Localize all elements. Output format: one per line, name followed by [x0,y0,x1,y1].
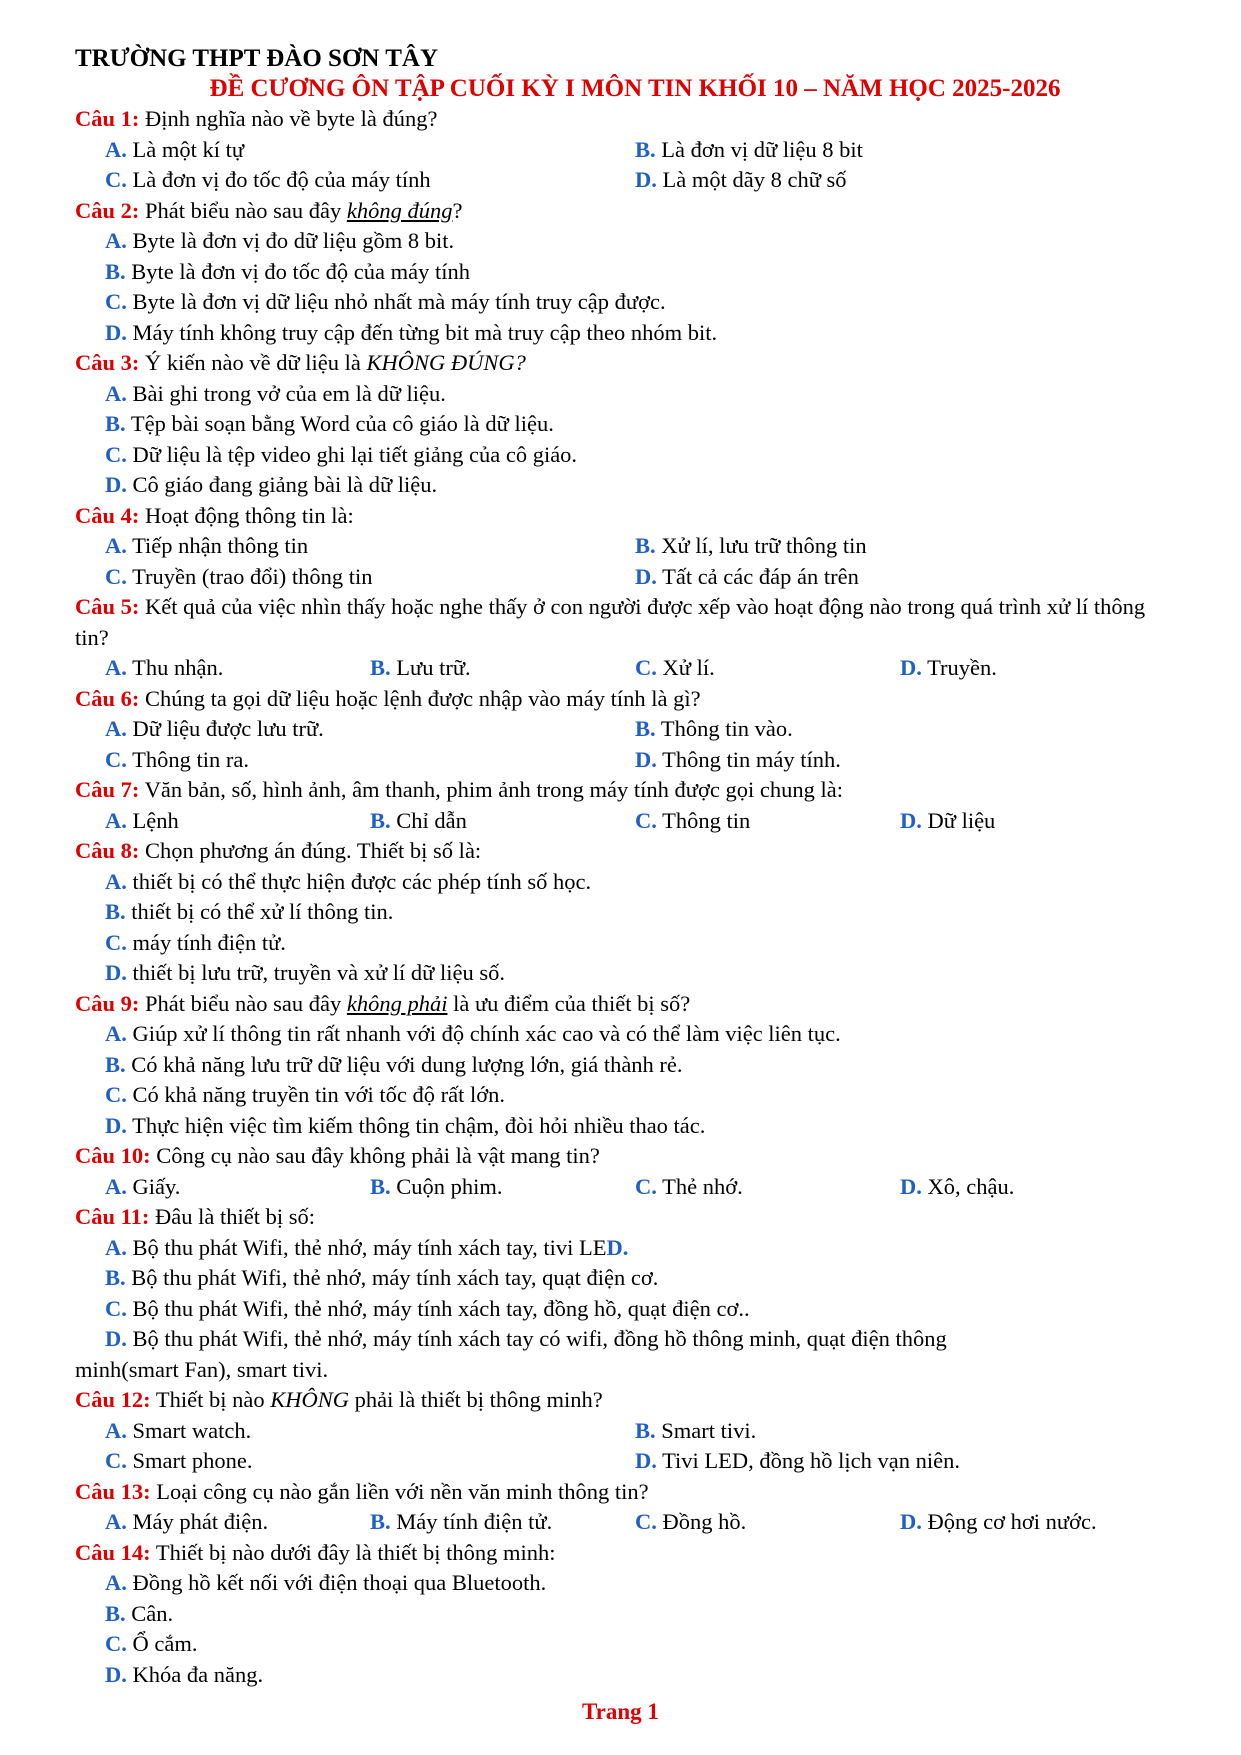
option-c [105,562,635,593]
text-span: A. [105,533,127,558]
text-span: B. [105,1051,126,1077]
options-row [75,165,1165,196]
option-b [635,135,1165,166]
text-span: Thẻ nhớ. [656,1173,743,1199]
text-span: Là đơn vị đo tốc độ của máy tính [126,167,431,192]
text-span: B. [105,411,126,436]
text-span: A. [105,1234,127,1260]
question-13 [75,1477,1165,1508]
options-row [75,653,1165,684]
question-14 [75,1538,1165,1569]
text-span: C. [105,746,127,772]
text-span: B. [105,899,126,924]
text-span: A. [105,1509,127,1534]
text-span: Cô giáo đang giảng bài là dữ liệu. [126,472,438,497]
text-span: thiết bị lưu trữ, truyền và xử lí dữ liệu số. [126,960,505,985]
text-span: B. [635,533,656,558]
text-span: C. [105,289,127,314]
text-span: Cuộn phim. [390,1173,503,1199]
text-span: B. [635,716,656,741]
text-span: Thực hiện việc tìm kiếm thông tin chậm, đòi hỏi nhiều thao tác. [126,1112,706,1138]
options-row [75,1446,1165,1477]
text-span: Chọn phương án đúng. Thiết bị số là: [139,838,482,863]
option-c [105,745,635,776]
option-d [75,1111,1165,1142]
text-span: Câu 11: [75,1204,150,1229]
text-span: A. [105,228,127,253]
text-span: Bộ thu phát Wifi, thẻ nhớ, máy tính xách tay, đồng hồ, quạt điện cơ.. [126,1295,750,1321]
text-span: A. [105,655,127,680]
text-span: Xô, chậu. [921,1173,1015,1199]
text-span: A. [105,1570,127,1595]
option-b [370,806,635,837]
text-span: Truyền (trao đổi) thông tin [126,563,373,589]
text-span: Thiết bị nào [150,1387,271,1412]
text-span: Tất cả các đáp án trên [656,563,859,589]
text-span: C. [105,1082,127,1107]
option-c [105,1446,635,1477]
option-c [635,1172,900,1203]
text-span: D. [606,1234,629,1260]
text-span: Máy tính không truy cập đến từng bit mà truy cập theo nhóm bit. [126,319,718,345]
question-9 [75,989,1165,1020]
option-b [75,1263,1165,1294]
question-6 [75,684,1165,715]
text-span: Động cơ hơi nước. [921,1509,1097,1534]
text-span: A. [105,1021,127,1046]
text-span: B. [635,1417,656,1443]
text-span: B. [370,1509,391,1534]
text-span: B. [635,136,656,162]
text-span: Câu 13: [75,1478,151,1504]
text-span: B. [370,655,391,680]
option-a [75,1233,1165,1264]
text-span: Công cụ nào sau đây không phải là vật mang tin? [150,1143,600,1168]
option-b [75,1050,1165,1081]
text-span: Câu 9: [75,990,140,1016]
text-span: thiết bị có thể thực hiện được các phép tính số học. [126,868,592,894]
text-span: Ổ cắm. [126,1631,198,1656]
text-span: Đâu là thiết bị số: [149,1204,315,1229]
option-a [75,1019,1165,1050]
option-d [900,1172,1165,1203]
text-span: Thông tin máy tính. [656,746,841,772]
option-c [75,928,1165,959]
text-span: A. [105,716,127,741]
option-b [370,653,635,684]
text-span: Dữ liệu được lưu trữ. [126,716,324,741]
school-name: TRƯỜNG THPT ĐÀO SƠN TÂY [75,45,439,72]
text-span: Truyền. [921,655,997,680]
text-span: Lệnh [126,807,179,833]
text-span: là ưu điểm của thiết bị số? [447,990,691,1016]
text-span: C. [635,1509,657,1534]
option-b [75,1599,1165,1630]
text-span: D. [635,746,657,772]
text-span: Byte là đơn vị dữ liệu nhỏ nhất mà máy tính truy cập được. [126,289,666,314]
text-span: Bộ thu phát Wifi, thẻ nhớ, máy tính xách tay, tivi LE [126,1234,607,1260]
option-a [75,379,1165,410]
text-span: A. [105,868,127,894]
emphasis-text: KHÔNG [270,1387,349,1412]
text-span: Câu 8: [75,838,140,863]
question-label: Câu 1: [75,106,140,131]
option-a [105,806,370,837]
text-span: D. [105,1326,127,1351]
option-c [75,440,1165,471]
text-span: C. [635,1173,657,1199]
text-span: Có khả năng truyền tin với tốc độ rất lớn. [126,1082,505,1107]
option-c [75,1080,1165,1111]
text-span: Câu 3: [75,350,140,375]
text-span: C. [105,1631,127,1656]
question-2 [75,196,1165,227]
text-span: Dữ liệu [921,807,996,833]
text-span: Thiết bị nào dưới đây là thiết bị thông minh: [150,1539,556,1565]
option-b [75,409,1165,440]
text-span: A. [105,807,127,833]
text-span: phải là thiết bị thông minh? [348,1387,603,1412]
text-span: Lưu trữ. [390,655,471,680]
text-span: Thông tin ra. [126,746,249,772]
text-span: Câu 5: [75,594,140,619]
option-c [75,287,1165,318]
text-span: Hoạt động thông tin là: [139,502,354,528]
option-d [635,745,1165,776]
text-span: B. [105,258,126,284]
option-b [635,1416,1165,1447]
emphasis-text: KHÔNG ĐÚNG? [366,350,526,375]
option-c [635,653,900,684]
question-8 [75,836,1165,867]
text-span: máy tính điện tử. [126,929,286,955]
question-1 [75,104,1165,135]
text-span: D. [105,319,127,345]
emphasis-text: không phải [346,990,448,1016]
text-span: D. [900,1173,922,1199]
option-a [105,135,635,166]
text-span: C. [105,929,127,955]
options-row [75,1416,1165,1447]
text-span: Thông tin vào. [655,716,793,741]
option-a [105,1507,370,1538]
question-5 [75,592,1165,653]
option-b [635,714,1165,745]
text-span: Là một dãy 8 chữ số [656,167,847,192]
text-span: Byte là đơn vị đo dữ liệu gồm 8 bit. [126,228,455,253]
option-a [105,653,370,684]
option-b [635,531,1165,562]
text-span: Tivi LED, đồng hồ lịch vạn niên. [656,1448,960,1473]
text-span: Có khả năng lưu trữ dữ liệu với dung lượng lớn, giá thành rẻ. [125,1051,683,1077]
text-span: Chúng ta gọi dữ liệu hoặc lệnh được nhập vào máy tính là gì? [139,685,701,711]
text-span: Khóa đa năng. [126,1661,264,1687]
emphasis-text: không đúng [346,197,453,223]
text-span: thiết bị có thể xử lí thông tin. [125,899,394,924]
options-row [75,135,1165,166]
options-row [75,1507,1165,1538]
text-span: Smart tivi. [655,1417,757,1443]
text-span: C. [105,167,127,192]
option-b [370,1507,635,1538]
text-span: Văn bản, số, hình ảnh, âm thanh, phim ảnh trong máy tính được gọi chung là: [139,777,843,802]
option-a [75,1568,1165,1599]
option-a [105,714,635,745]
text-span: C. [105,563,127,589]
options-row [75,1172,1165,1203]
option-b [75,897,1165,928]
question-text: Định nghĩa nào về byte là đúng? [139,106,438,131]
question-12 [75,1385,1165,1416]
text-span: Xử lí, lưu trữ thông tin [655,533,867,558]
text-span: Tiếp nhận thông tin [126,533,309,558]
text-span: Đồng hồ kết nối với điện thoại qua Bluetooth. [126,1570,547,1595]
option-a [105,531,635,562]
text-span: Xử lí. [656,655,715,680]
option-b [75,257,1165,288]
options-row [75,531,1165,562]
option-a [105,1416,635,1447]
question-4 [75,501,1165,532]
question-3 [75,348,1165,379]
text-span: Giúp xử lí thông tin rất nhanh với độ chính xác cao và có thể làm việc liên tục. [126,1021,841,1046]
option-d [75,318,1165,349]
text-span: Dữ liệu là tệp video ghi lại tiết giảng của cô giáo. [126,441,578,467]
text-span: Smart phone. [126,1448,253,1473]
option-d [635,1446,1165,1477]
option-d [75,958,1165,989]
options-row [75,714,1165,745]
text-span: D. [105,960,127,985]
text-span: D. [900,655,922,680]
option-d [75,1660,1165,1691]
text-span: A. [105,380,127,406]
text-span: Loại công cụ nào gắn liền với nền văn minh thông tin? [150,1478,649,1504]
option-d [900,806,1165,837]
text-span: Câu 4: [75,502,140,528]
text-span: D. [105,1112,127,1138]
question-10 [75,1141,1165,1172]
option-c [75,1294,1165,1325]
exam-content [75,44,1165,1690]
text-span: Bài ghi trong vở của em là dữ liệu. [126,380,446,406]
text-span: Ý kiến nào về dữ liệu là [139,350,367,375]
text-span: B. [370,1173,391,1199]
text-span: Là một kí tự [126,136,245,162]
text-span: D. [635,167,657,192]
text-span: C. [105,1295,127,1321]
text-span: Kết quả của việc nhìn thấy hoặc nghe thấy ở con người được xếp vào hoạt động nào trong quá trình xử lí thông tin? [75,594,1146,650]
text-span: Chỉ dẫn [390,807,467,833]
options-row [75,745,1165,776]
option-d [900,1507,1165,1538]
text-span: Máy phát điện. [126,1509,269,1534]
option-d [635,165,1165,196]
text-span: D. [900,807,922,833]
text-span: C. [635,807,657,833]
text-span: C. [105,441,127,467]
option-d [900,653,1165,684]
text-span: Là đơn vị dữ liệu 8 bit [655,136,863,162]
text-span: D. [635,563,657,589]
options-row [75,562,1165,593]
text-span: Câu 6: [75,685,140,711]
text-span: A. [105,1417,127,1443]
text-span: Phát biểu nào sau đây [139,990,347,1016]
option-a [105,1172,370,1203]
option-d-continuation: minh(smart Fan), smart tivi. [75,1356,329,1382]
text-span: Câu 7: [75,777,140,802]
text-span: Byte là đơn vị đo tốc độ của máy tính [125,258,470,284]
text-span: Câu 14: [75,1539,151,1565]
question-7 [75,775,1165,806]
text-span: Thu nhận. [126,655,224,680]
text-span: C. [635,655,657,680]
text-span: C. [105,1448,127,1473]
text-span: Phát biểu nào sau đây [139,197,347,223]
text-span: Giấy. [126,1173,181,1199]
text-span: Bộ thu phát Wifi, thẻ nhớ, máy tính xách tay có wifi, đồng hồ thông minh, quạt điện thông [126,1326,947,1351]
text-span: A. [105,136,127,162]
text-span: D. [105,472,127,497]
text-span: Thông tin [656,807,751,833]
text-span: B. [105,1265,126,1290]
text-span: Bộ thu phát Wifi, thẻ nhớ, máy tính xách tay, quạt điện cơ. [125,1265,659,1290]
text-span: Smart watch. [126,1417,252,1443]
option-b [370,1172,635,1203]
option-c [105,165,635,196]
text-span: Máy tính điện tử. [390,1509,553,1534]
text-span: ? [452,197,463,223]
option-d [75,470,1165,501]
text-span: Tệp bài soạn bằng Word của cô giáo là dữ liệu. [125,411,554,436]
option-c [635,806,900,837]
options-row [75,806,1165,837]
option-a [75,867,1165,898]
text-span: D. [105,1661,127,1687]
text-span: Cân. [125,1600,174,1626]
text-span: D. [635,1448,657,1473]
option-a [75,226,1165,257]
option-c [75,1629,1165,1660]
option-c [635,1507,900,1538]
text-span: Câu 2: [75,197,140,223]
page-number: Trang 1 [582,1699,659,1724]
text-span: Đồng hồ. [656,1509,747,1534]
text-span: Câu 10: [75,1143,151,1168]
text-span: A. [105,1173,127,1199]
option-d [75,1324,1165,1355]
text-span: B. [370,807,391,833]
text-span: D. [900,1509,922,1534]
document-title: ĐỀ CƯƠNG ÔN TẬP CUỐI KỲ I MÔN TIN KHỐI 10 – NĂM HỌC 2025-2026 [209,75,1061,102]
text-span: Câu 12: [75,1387,151,1412]
question-11 [75,1202,1165,1233]
option-d [635,562,1165,593]
text-span: B. [105,1600,126,1626]
